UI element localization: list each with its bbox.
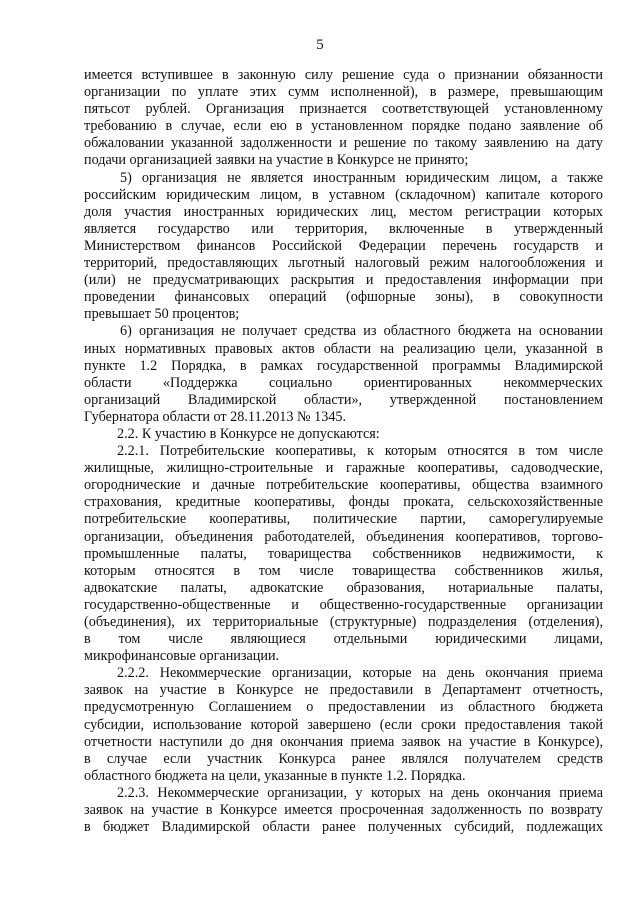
text-line: в бюджет Владимирской области ранее полученных субсидий, подлежащих xyxy=(84,819,603,836)
text-line: в случае если участник Конкурса ранее являлся получателем средств xyxy=(84,750,603,767)
text-line: Губернатора области от 28.11.2013 № 1345. xyxy=(84,408,347,425)
text-line: имеется вступившее в законную силу решение суда о признании обязанности xyxy=(84,67,603,83)
text-line: доля участия иностранных юридических лиц, местом регистрации которых xyxy=(84,203,603,220)
text-line: организации, объединения работодателей, объединения кооперативов, торгово- xyxy=(84,528,603,545)
text-line: 2.2.1. Потребительские кооперативы, к которым относятся в том числе xyxy=(117,443,603,460)
text-line: Министерством финансов Российской Федерации перечень государств и xyxy=(84,237,603,254)
text-line: государственно-общественные и общественно-государственные организации xyxy=(84,596,603,613)
text-line: предусмотренную Соглашением о предоставлении из областного бюджета xyxy=(84,699,603,716)
text-line: заявок на участие в Конкурсе имеется просроченная задолженность по возврату xyxy=(84,802,603,819)
text-line: областного бюджета на цели, указанные в пункте 1.2. Порядка. xyxy=(84,767,466,784)
text-line: пункте 1.2 Порядка, в рамках государственной программы Владимирской xyxy=(84,357,603,374)
text-line: отчетности наступили до дня окончания приема заявок на участие в Конкурсе), xyxy=(84,733,603,750)
text-line: 6) организация не получает средства из областного бюджета на основании xyxy=(120,323,603,340)
text-line: 2.2. К участию в Конкурсе не допускаются: xyxy=(117,425,380,442)
document-body xyxy=(84,67,603,836)
text-line: которым относятся в том числе товарищества собственников жилья, xyxy=(84,562,603,579)
text-line: огороднические и дачные потребительские кооперативы, общества взаимного xyxy=(84,477,603,494)
text-line: российским юридическим лицом, в уставном (складочном) капитале которого xyxy=(84,186,603,203)
text-line: требованию в случае, если ею в установленном порядке подано заявление об xyxy=(84,118,603,135)
text-line: пятьсот рублей. Организация признается соответствующей установленному xyxy=(84,101,603,118)
text-line: организации по уплате этих сумм исполненной), в размере, превышающим xyxy=(84,84,603,101)
text-line: страхования, кредитные кооперативы, фонды проката, сельскохозяйственные xyxy=(84,494,603,511)
text-line: 5) организация не является иностранным юридическим лицом, а также xyxy=(120,169,603,186)
text-line: субсидии, использование которой завершено (если сроки предоставления такой xyxy=(84,716,603,733)
text-line: иных нормативных правовых актов области на реализацию цели, указанной в xyxy=(84,340,603,357)
text-line: 2.2.3. Некоммерческие организации, у которых на день окончания приема xyxy=(117,784,603,801)
text-line: жилищные, жилищно-строительные и гаражные кооперативы, садоводческие, xyxy=(84,460,603,477)
text-line: проведении финансовых операций (офшорные зоны), в совокупности xyxy=(84,289,603,306)
text-line: является государство или территория, включенные в утвержденный xyxy=(84,220,603,237)
text-line: в том числе являющиеся отдельными юридическими лицами, xyxy=(84,631,603,648)
text-line: промышленные палаты, товарищества собственников недвижимости, к xyxy=(84,545,603,562)
text-line: обжаловании указанной задолженности и решение по такому заявлению на дату xyxy=(84,135,603,152)
text-line: подачи организацией заявки на участие в Конкурсе не принято; xyxy=(84,152,469,169)
text-line: потребительские кооперативы, политические партии, саморегулируемые xyxy=(84,511,603,528)
text-line: адвокатские палаты, адвокатские образования, нотариальные палаты, xyxy=(84,579,603,596)
page-number: 5 xyxy=(316,37,324,53)
text-line: (объединения), их территориальные (структурные) подразделения (отделения), xyxy=(84,614,603,630)
text-line: территорий, предоставляющих льготный налоговый режим налогообложения и xyxy=(84,255,603,272)
text-line: организаций Владимирской области», утвержденной постановлением xyxy=(84,391,603,408)
text-line: превышает 50 процентов; xyxy=(84,306,240,323)
text-line: 2.2.2. Некоммерческие организации, которые на день окончания приема xyxy=(117,665,603,682)
text-line: (или) не предусматривающих раскрытия и предоставления информации при xyxy=(84,272,603,289)
text-line: области «Поддержка социально ориентированных некоммерческих xyxy=(84,374,603,391)
text-line: микрофинансовые организации. xyxy=(84,648,280,665)
text-line: заявок на участие в Конкурсе не предоставили в Департамент отчетность, xyxy=(84,682,603,699)
